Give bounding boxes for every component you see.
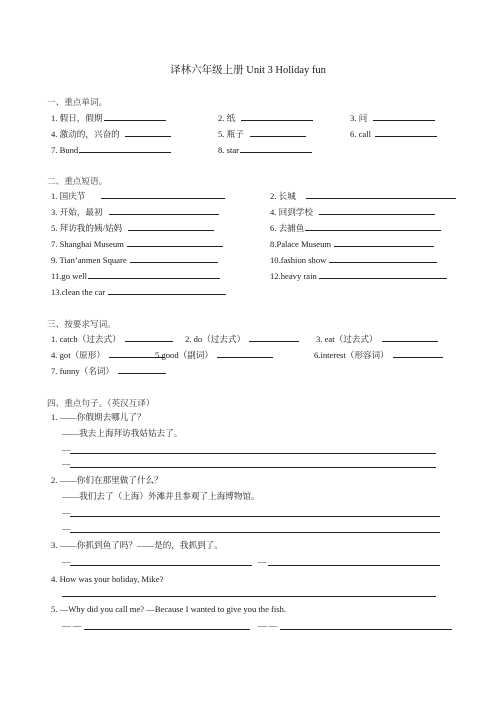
- answer-line[interactable]: [70, 532, 440, 533]
- answer-line[interactable]: [268, 565, 440, 566]
- answer-blank[interactable]: [128, 221, 214, 231]
- sentence-1-question: 1. ——你假期去哪儿了？: [51, 412, 146, 422]
- phrase-item-4: 4. 回到学校: [270, 205, 435, 217]
- answer-dash: —: [62, 556, 71, 566]
- word-item-7: 7. Bund: [51, 143, 171, 155]
- answer-blank[interactable]: [319, 205, 435, 215]
- answer-blank[interactable]: [127, 237, 223, 247]
- section-heading-forms: 三、按要求写词。: [47, 319, 116, 329]
- answer-blank[interactable]: [306, 189, 456, 199]
- answer-blank[interactable]: [329, 253, 437, 263]
- answer-line[interactable]: [70, 453, 436, 454]
- answer-line[interactable]: [62, 596, 436, 597]
- phrase-item-11: 11.go well: [51, 269, 220, 281]
- answer-blank[interactable]: [118, 364, 166, 374]
- form-item-6: 6.interest（形容词）: [314, 348, 443, 360]
- answer-dash: — —: [62, 620, 82, 630]
- answer-blank[interactable]: [240, 143, 312, 153]
- word-item-5: 5. 瓶子: [218, 127, 306, 139]
- word-item-3: 3. 问: [350, 111, 435, 123]
- answer-dash: —: [258, 556, 267, 566]
- phrase-item-12: 12.heavy rain: [270, 269, 447, 281]
- answer-blank[interactable]: [334, 237, 434, 247]
- form-item-7: 7. funny（名词）: [51, 364, 166, 376]
- answer-blank[interactable]: [125, 127, 171, 137]
- section-heading-sentences: 四、重点句子。（英汉互译）: [47, 398, 155, 408]
- answer-line[interactable]: [70, 467, 436, 468]
- answer-blank[interactable]: [109, 205, 219, 215]
- answer-blank[interactable]: [130, 253, 218, 263]
- form-item-5: 5.good（副词）: [155, 348, 273, 360]
- form-item-4: 4. got（原形）: [51, 348, 165, 360]
- form-item-2: 2. do（过去式）: [185, 332, 299, 344]
- word-item-4: 4. 激动的，兴奋的: [51, 127, 171, 139]
- form-item-3: 3. eat（过去式）: [316, 332, 438, 344]
- answer-blank[interactable]: [305, 221, 441, 231]
- answer-dash: — —: [258, 620, 278, 630]
- answer-blank[interactable]: [125, 332, 173, 342]
- answer-blank[interactable]: [375, 127, 437, 137]
- answer-line[interactable]: [84, 629, 250, 630]
- phrase-item-9: 9. Tian’anmen Square: [51, 253, 218, 265]
- answer-dash: —: [62, 523, 71, 533]
- answer-blank[interactable]: [104, 111, 166, 121]
- answer-dash: —: [62, 444, 71, 454]
- phrase-item-2: 2. 长城: [270, 189, 456, 201]
- answer-line[interactable]: [280, 629, 452, 630]
- sentence-3: 3. ——你抓到鱼了吗？——是的，我抓到了。: [51, 540, 223, 550]
- sentence-2-answer: ——我们去了（上海）外滩并且参观了上海博物馆。: [62, 491, 260, 501]
- answer-blank[interactable]: [217, 348, 273, 358]
- sentence-1-answer: ——我去上海拜访我姑姑去了。: [62, 428, 183, 438]
- page-title: 译林六年级上册 Unit 3 Holiday fun: [170, 65, 326, 76]
- form-item-1: 1. catch（过去式）: [51, 332, 173, 344]
- phrase-item-13: 13.clean the car: [51, 285, 226, 297]
- phrase-item-7: 7. Shanghai Museum: [51, 237, 223, 249]
- answer-blank[interactable]: [79, 143, 171, 153]
- answer-line[interactable]: [70, 516, 440, 517]
- answer-dash: —: [62, 458, 71, 468]
- answer-line[interactable]: [70, 565, 252, 566]
- answer-blank[interactable]: [108, 285, 226, 295]
- answer-blank[interactable]: [393, 348, 443, 358]
- word-item-6: 6. call: [350, 127, 437, 139]
- phrase-item-6: 6. 去捕鱼: [270, 221, 441, 233]
- phrase-item-3: 3. 开始，最初: [51, 205, 219, 217]
- answer-blank[interactable]: [101, 189, 225, 199]
- section-heading-phrases: 二、重点短语。: [47, 176, 108, 186]
- phrase-item-10: 10.fashion show: [270, 253, 437, 265]
- phrase-item-1: 1. 国庆节: [51, 189, 225, 201]
- section-heading-words: 一、重点单词。: [47, 97, 108, 107]
- answer-blank[interactable]: [373, 111, 435, 121]
- word-item-2: 2. 纸: [218, 111, 313, 123]
- word-item-1: 1. 假日，假期: [51, 111, 166, 123]
- answer-blank[interactable]: [250, 127, 306, 137]
- answer-blank[interactable]: [88, 269, 220, 279]
- sentence-5: 5. —Why did you call me? —Because I wanted to give you the fish.: [51, 604, 287, 614]
- answer-blank[interactable]: [382, 332, 438, 342]
- phrase-item-5: 5. 拜访我的姨/姑妈: [51, 221, 214, 233]
- sentence-2-question: 2. ——你们在那里做了什么？: [51, 475, 163, 485]
- sentence-4: 4. How was your holiday, Mike?: [51, 574, 164, 584]
- phrase-item-8: 8.Palace Museum: [270, 237, 434, 249]
- answer-blank[interactable]: [249, 332, 299, 342]
- answer-dash: —: [62, 507, 71, 517]
- answer-blank[interactable]: [241, 111, 313, 121]
- answer-blank[interactable]: [319, 269, 447, 279]
- word-item-8: 8. star: [218, 143, 312, 155]
